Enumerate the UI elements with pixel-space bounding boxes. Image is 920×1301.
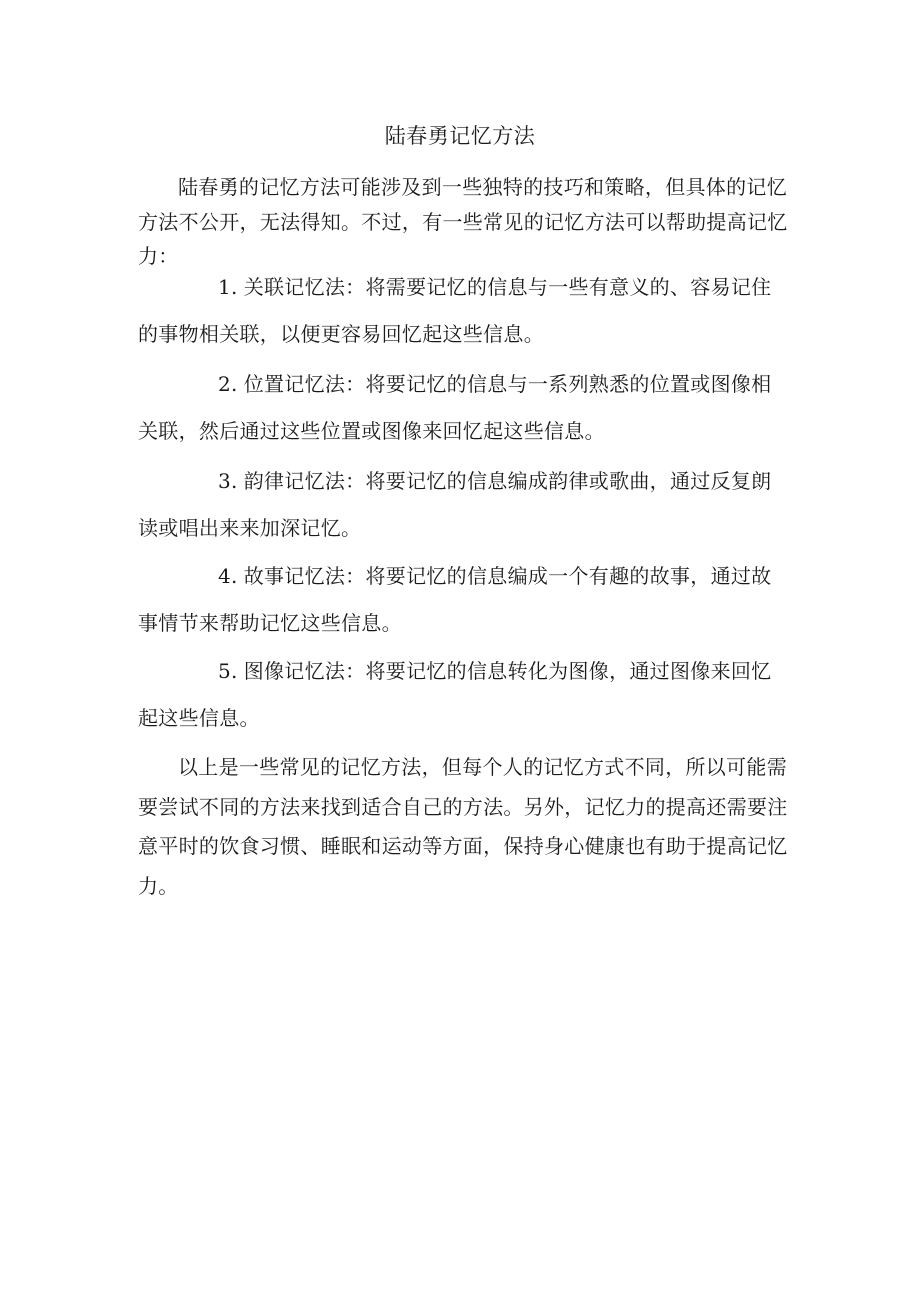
item-number: 5. <box>218 659 238 683</box>
item-number: 3. <box>218 469 238 493</box>
list-item <box>138 553 788 647</box>
item-text: 位置记忆法：将要记忆的信息与一系列熟悉的位置或图像相关联，然后通过这些位置或图像来回忆起这些信息。 <box>138 372 772 443</box>
item-text: 图像记忆法：将要记忆的信息转化为图像，通过图像来回忆起这些信息。 <box>138 659 772 730</box>
list-item <box>138 458 788 552</box>
item-number: 1. <box>218 275 238 299</box>
closing-paragraph: 以上是一些常见的记忆方法，但每个人的记忆方式不同，所以可能需要尝试不同的方法来找到适合自己的方法。另外，记忆力的提高还需要注意平时的饮食习惯、睡眠和运动等方面，保持身心健康也有助于提高记忆力。 <box>138 755 788 898</box>
item-text: 故事记忆法：将要记忆的信息编成一个有趣的故事，通过故事情节来帮助记忆这些信息。 <box>138 564 772 635</box>
document-title: 陆春勇记忆方法 <box>384 124 536 148</box>
intro-paragraph: 陆春勇的记忆方法可能涉及到一些独特的技巧和策略，但具体的记忆方法不公开，无法得知。不过，有一些常见的记忆方法可以帮助提高记忆力： <box>138 175 788 268</box>
list-item <box>138 361 788 455</box>
item-text: 关联记忆法：将需要记忆的信息与一些有意义的、容易记住的事物相关联，以便更容易回忆起这些信息。 <box>138 275 772 346</box>
list-item <box>138 264 788 358</box>
item-text: 韵律记忆法：将要记忆的信息编成韵律或歌曲，通过反复朗读或唱出来来加深记忆。 <box>138 469 772 540</box>
list-item <box>138 648 788 742</box>
item-number: 2. <box>218 372 238 396</box>
item-number: 4. <box>218 564 238 588</box>
